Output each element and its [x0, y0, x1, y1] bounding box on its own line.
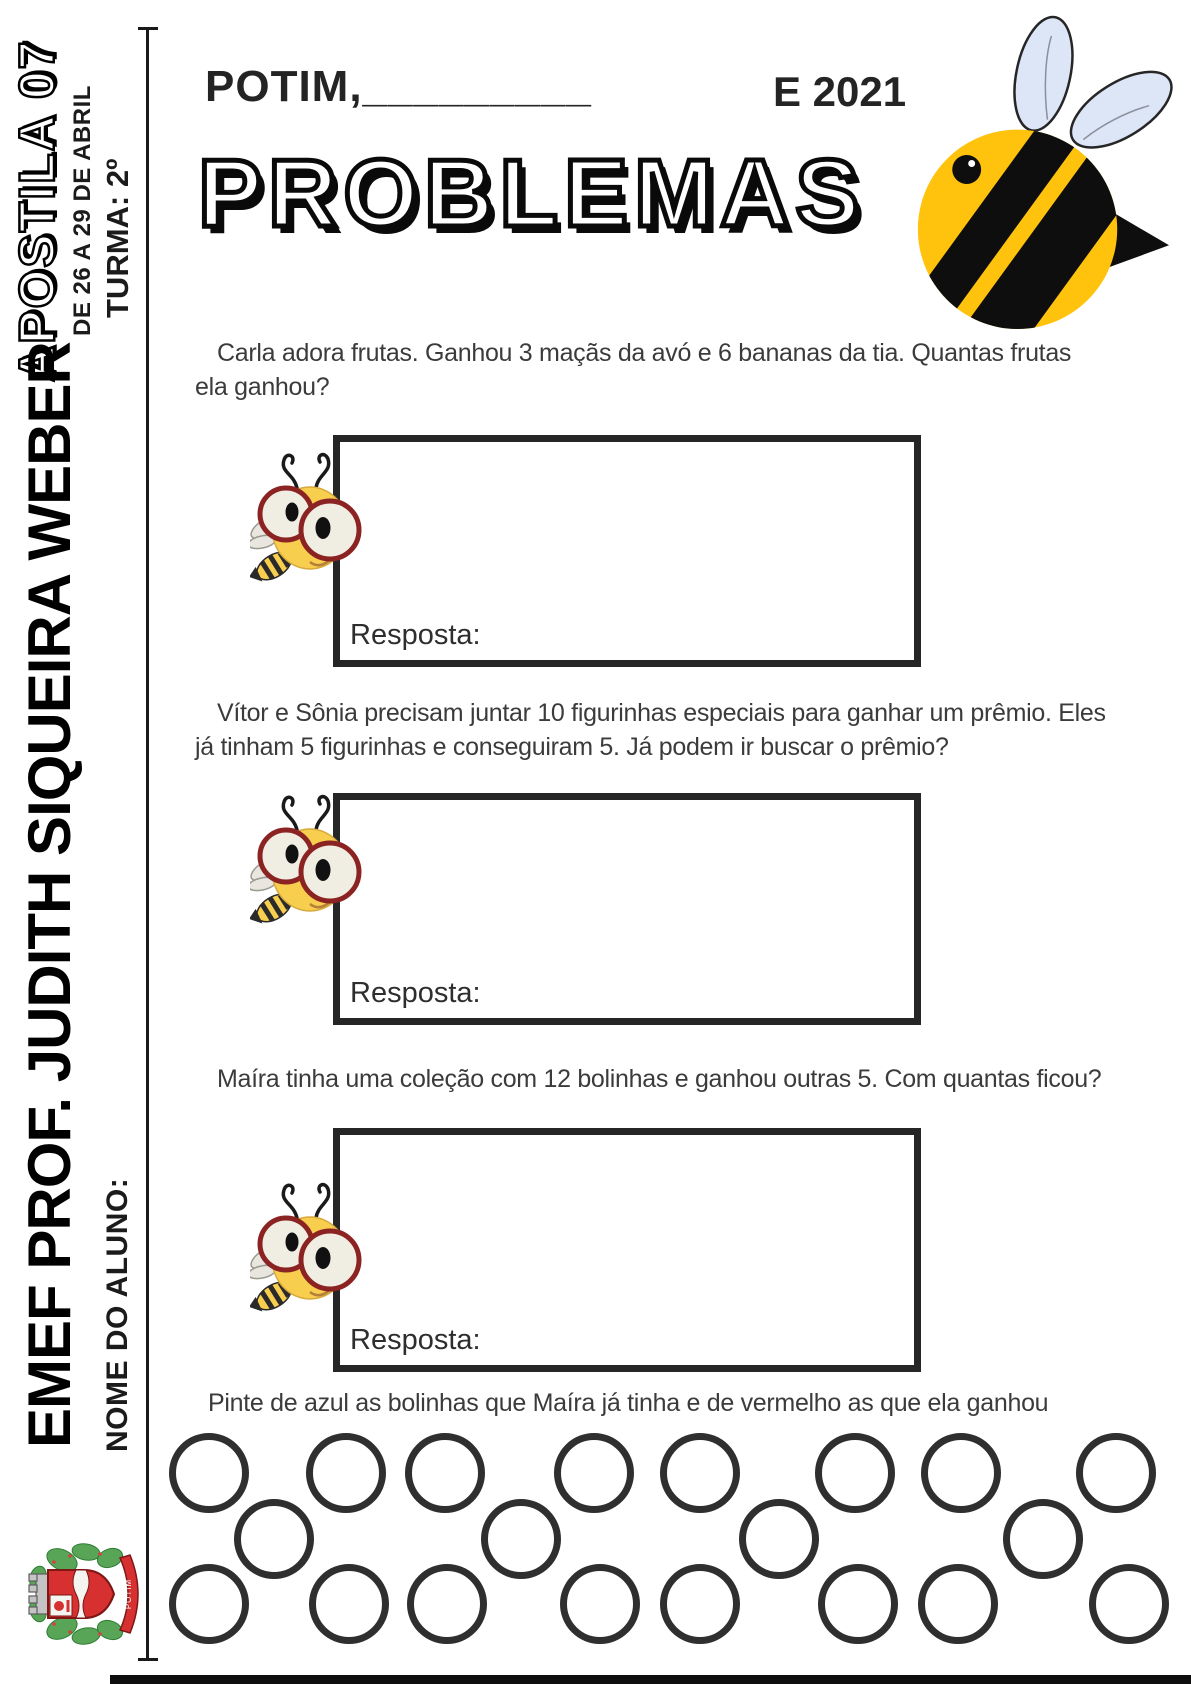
- paint-circle: [660, 1433, 740, 1513]
- page-title: PROBLEMAS: [198, 140, 866, 247]
- paint-circle: [921, 1433, 1001, 1513]
- problem-line: ela ganhou?: [195, 373, 330, 401]
- school-name: EMEF PROF. JUDITH SIQUEIRA WEBER: [16, 342, 83, 1448]
- potim-crest-icon: [24, 1538, 142, 1650]
- paint-circle: [1089, 1564, 1169, 1644]
- problem-2-text: [195, 696, 1106, 764]
- paint-circle: [306, 1433, 386, 1513]
- bee-wing: [1005, 12, 1082, 136]
- answer-box-1: [333, 435, 921, 667]
- answer-box-2: [333, 793, 921, 1025]
- crest-crown: [29, 1574, 48, 1614]
- answer-box-3: [333, 1128, 921, 1372]
- year-label: E 2021: [773, 68, 907, 115]
- problem-1-text: [195, 336, 1071, 404]
- bee-illustration: [872, 8, 1191, 342]
- crest-banner-text: POTIM: [124, 1578, 133, 1610]
- bee-eye: [952, 155, 981, 184]
- answer-label: Resposta:: [350, 619, 481, 651]
- class-label: TURMA: 2º: [100, 158, 135, 318]
- problem-line: Vítor e Sônia precisam juntar 10 figurinhas especiais para ganhar um prêmio. Eles: [217, 699, 1106, 727]
- paint-circle: [1076, 1433, 1156, 1513]
- city-name-field: POTIM,_________: [205, 62, 592, 111]
- booklet-title: APOSTILA 07: [9, 39, 65, 382]
- problem-3-text: [195, 1062, 1101, 1096]
- paint-circle: [481, 1499, 561, 1579]
- problem-line: Maíra tinha uma coleção com 12 bolinhas e ganhou outras 5. Com quantas ficou?: [217, 1065, 1102, 1093]
- sidebar-divider-cap-bottom: [138, 1658, 158, 1661]
- date-range: DE 26 A 29 DE ABRIL: [69, 85, 96, 336]
- answer-label: Resposta:: [350, 1324, 481, 1356]
- instruction-line: Pinte de azul as bolinhas que Maíra já tinha e de vermelho as que ela ganhou: [208, 1389, 1049, 1417]
- page-bottom-edge: [110, 1675, 1191, 1684]
- paint-circle: [169, 1564, 249, 1644]
- paint-circle: [918, 1564, 998, 1644]
- paint-circle: [739, 1499, 819, 1579]
- answer-label: Resposta:: [350, 977, 481, 1009]
- paint-circle: [560, 1564, 640, 1644]
- cartoon-bee-icon: [250, 788, 364, 934]
- sidebar-divider-cap-top: [138, 27, 158, 30]
- student-name-label: NOME DO ALUNO:: [101, 1177, 134, 1452]
- paint-circle: [1003, 1499, 1083, 1579]
- cartoon-bee-icon: [250, 446, 364, 592]
- paint-instruction: [208, 1386, 1048, 1420]
- problem-line: Carla adora frutas. Ganhou 3 maçãs da avó e 6 bananas da tia. Quantas frutas: [217, 339, 1072, 367]
- problem-line: já tinham 5 figurinhas e conseguiram 5. Já podem ir buscar o prêmio?: [195, 733, 949, 761]
- bee-stinger: [1109, 211, 1169, 267]
- paint-circle: [660, 1564, 740, 1644]
- paint-circle: [405, 1433, 485, 1513]
- paint-circle: [818, 1564, 898, 1644]
- paint-circle: [309, 1564, 389, 1644]
- paint-circle: [407, 1564, 487, 1644]
- cartoon-bee-icon: [250, 1176, 364, 1322]
- paint-circle: [554, 1433, 634, 1513]
- paint-circle: [234, 1499, 314, 1579]
- bee-wing: [1059, 57, 1184, 163]
- sidebar-divider: [146, 28, 149, 1660]
- paint-circle: [815, 1433, 895, 1513]
- paint-circle: [169, 1433, 249, 1513]
